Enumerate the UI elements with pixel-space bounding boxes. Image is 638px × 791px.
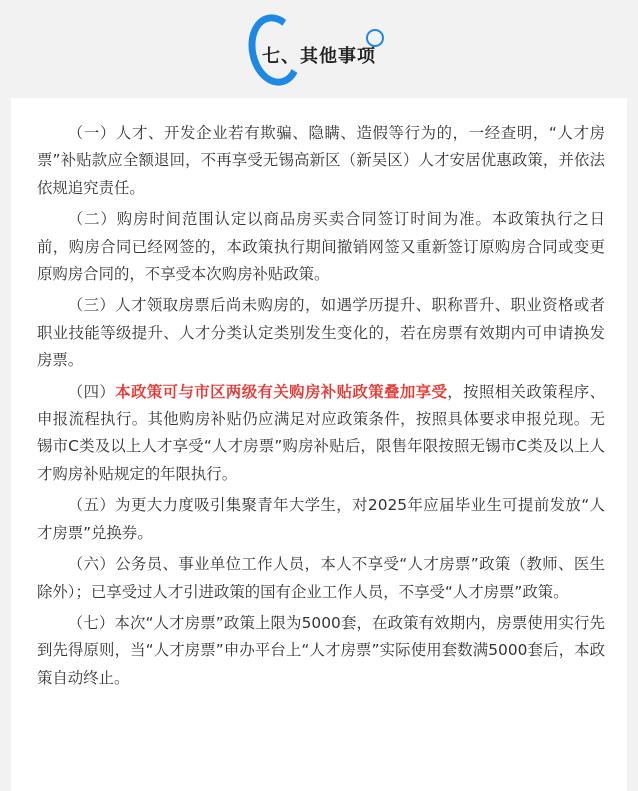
paragraph-5: （五）为更大力度吸引集聚青年大学生，对2025年应届毕业生可提前发放“人才房票”兑换券。 [37, 496, 605, 542]
paragraph-1: （一）人才、开发企业若有欺骗、隐瞒、造假等行为的，一经查明，“人才房票”补贴款应全额退回，不再享受无锡高新区（新吴区）人才安居优惠政策，并依法依规追究责任。 [37, 124, 605, 197]
paragraph-4-suffix: ，按照相关政策程序、申报流程执行。其他购房补贴仍应满足对应政策条件，按照具体要求申报兑现。无锡市C类及以上人才享受“人才房票”购房补贴后，限售年限按照无锡市C类及以上人才购房补贴规定的年限执行。 [37, 382, 605, 483]
section-title: 七、其他事项 [262, 46, 376, 67]
paragraph-3: （三）人才领取房票后尚未购房的，如遇学历提升、职称晋升、职业资格或者职业技能等级提升、人才分类认定类别发生变化的，若在房票有效期内可申请换发房票。 [37, 296, 605, 370]
paragraph-7: （七）本次“人才房票”政策上限为5000套，在政策有效期内，房票使用实行先到先得原则，当“人才房票”申办平台上“人才房票”实际使用套数满5000套后，本政策自动终止。 [37, 613, 605, 687]
paragraph-4 [37, 379, 605, 489]
paragraph-2: （二）购房时间范围认定以商品房买卖合同签订时间为准。本政策执行之日前，购房合同已经网签的，本政策执行期间撤销网签又重新签订原购房合同或变更原购房合同的，不享受本次购房补贴政策。 [37, 210, 605, 284]
paragraph-4-highlight: 本政策可与市区两级有关购房补贴政策叠加享受 [115, 382, 448, 401]
paragraph-6: （六）公务员、事业单位工作人员，本人不享受“人才房票”政策（教师、医生除外）；已享受过人才引进政策的国有企业工作人员，不享受“人才房票”政策。 [37, 555, 605, 601]
section-header [0, 0, 638, 98]
content-card [11, 98, 627, 791]
paragraph-4-prefix: （四） [67, 382, 116, 401]
